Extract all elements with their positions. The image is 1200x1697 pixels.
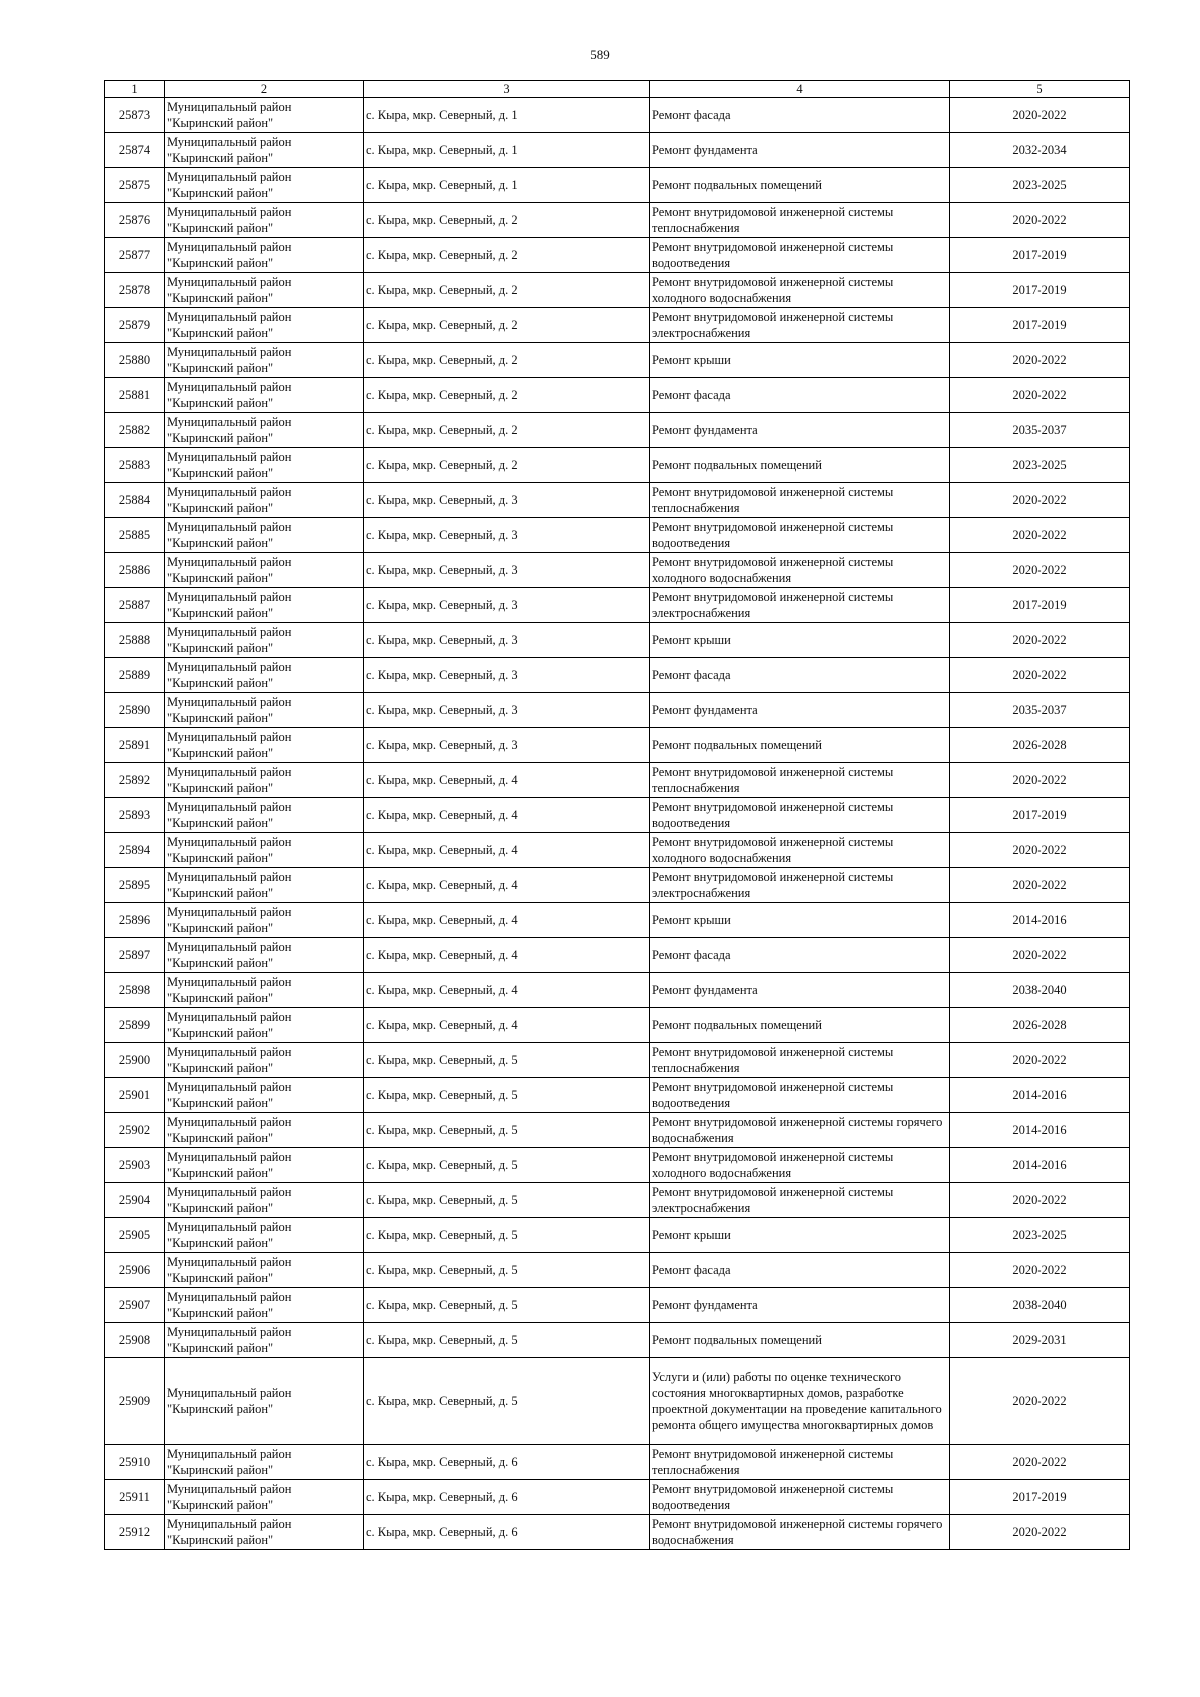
period-cell: 2017-2019 <box>950 1480 1130 1515</box>
table-row <box>105 588 1130 623</box>
address-cell: с. Кыра, мкр. Северный, д. 5 <box>364 1078 650 1113</box>
period-cell: 2035-2037 <box>950 413 1130 448</box>
address-cell: с. Кыра, мкр. Северный, д. 2 <box>364 448 650 483</box>
row-number-cell: 25911 <box>105 1480 165 1515</box>
work-type-cell: Ремонт внутридомовой инженерной системы водоотведения <box>650 798 950 833</box>
work-type-cell: Ремонт фундамента <box>650 693 950 728</box>
municipality-cell: Муниципальный район "Кыринский район" <box>165 1078 364 1113</box>
municipality-cell: Муниципальный район "Кыринский район" <box>165 518 364 553</box>
work-type-cell: Ремонт фасада <box>650 378 950 413</box>
row-number-cell: 25885 <box>105 518 165 553</box>
period-cell: 2020-2022 <box>950 1043 1130 1078</box>
municipality-cell: Муниципальный район "Кыринский район" <box>165 308 364 343</box>
table-row <box>105 728 1130 763</box>
address-cell: с. Кыра, мкр. Северный, д. 2 <box>364 308 650 343</box>
column-header: 2 <box>165 81 364 98</box>
address-cell: с. Кыра, мкр. Северный, д. 6 <box>364 1445 650 1480</box>
table-row <box>105 798 1130 833</box>
municipality-cell: Муниципальный район "Кыринский район" <box>165 798 364 833</box>
table-row <box>105 693 1130 728</box>
municipality-cell: Муниципальный район "Кыринский район" <box>165 763 364 798</box>
address-cell: с. Кыра, мкр. Северный, д. 5 <box>364 1218 650 1253</box>
table-row <box>105 1148 1130 1183</box>
municipality-cell: Муниципальный район "Кыринский район" <box>165 1480 364 1515</box>
municipality-cell: Муниципальный район "Кыринский район" <box>165 483 364 518</box>
row-number-cell: 25904 <box>105 1183 165 1218</box>
municipality-cell: Муниципальный район "Кыринский район" <box>165 238 364 273</box>
row-number-cell: 25876 <box>105 203 165 238</box>
work-type-cell: Ремонт внутридомовой инженерной системы электроснабжения <box>650 308 950 343</box>
address-cell: с. Кыра, мкр. Северный, д. 3 <box>364 553 650 588</box>
address-cell: с. Кыра, мкр. Северный, д. 4 <box>364 798 650 833</box>
table-row <box>105 1078 1130 1113</box>
period-cell: 2020-2022 <box>950 763 1130 798</box>
row-number-cell: 25891 <box>105 728 165 763</box>
work-type-cell: Ремонт подвальных помещений <box>650 1008 950 1043</box>
work-type-cell: Ремонт фасада <box>650 1253 950 1288</box>
row-number-cell: 25890 <box>105 693 165 728</box>
work-type-cell: Ремонт подвальных помещений <box>650 168 950 203</box>
period-cell: 2020-2022 <box>950 623 1130 658</box>
municipality-cell: Муниципальный район "Кыринский район" <box>165 903 364 938</box>
address-cell: с. Кыра, мкр. Северный, д. 4 <box>364 973 650 1008</box>
period-cell: 2014-2016 <box>950 1113 1130 1148</box>
address-cell: с. Кыра, мкр. Северный, д. 1 <box>364 98 650 133</box>
address-cell: с. Кыра, мкр. Северный, д. 2 <box>364 273 650 308</box>
table-row <box>105 203 1130 238</box>
work-type-cell: Ремонт внутридомовой инженерной системы теплоснабжения <box>650 763 950 798</box>
table-row <box>105 1113 1130 1148</box>
work-type-cell: Ремонт внутридомовой инженерной системы водоотведения <box>650 1480 950 1515</box>
address-cell: с. Кыра, мкр. Северный, д. 5 <box>364 1253 650 1288</box>
row-number-cell: 25909 <box>105 1358 165 1445</box>
address-cell: с. Кыра, мкр. Северный, д. 1 <box>364 133 650 168</box>
table-row <box>105 308 1130 343</box>
work-type-cell: Ремонт внутридомовой инженерной системы холодного водоснабжения <box>650 833 950 868</box>
row-number-cell: 25888 <box>105 623 165 658</box>
address-cell: с. Кыра, мкр. Северный, д. 3 <box>364 658 650 693</box>
period-cell: 2014-2016 <box>950 903 1130 938</box>
address-cell: с. Кыра, мкр. Северный, д. 4 <box>364 938 650 973</box>
period-cell: 2020-2022 <box>950 868 1130 903</box>
address-cell: с. Кыра, мкр. Северный, д. 2 <box>364 238 650 273</box>
table-row <box>105 1515 1130 1550</box>
repair-schedule-table <box>104 80 1130 1550</box>
address-cell: с. Кыра, мкр. Северный, д. 6 <box>364 1515 650 1550</box>
work-type-cell: Ремонт подвальных помещений <box>650 728 950 763</box>
period-cell: 2020-2022 <box>950 1358 1130 1445</box>
municipality-cell: Муниципальный район "Кыринский район" <box>165 1323 364 1358</box>
municipality-cell: Муниципальный район "Кыринский район" <box>165 1113 364 1148</box>
municipality-cell: Муниципальный район "Кыринский район" <box>165 1183 364 1218</box>
period-cell: 2020-2022 <box>950 203 1130 238</box>
table-row <box>105 378 1130 413</box>
row-number-cell: 25902 <box>105 1113 165 1148</box>
table-row <box>105 1288 1130 1323</box>
municipality-cell: Муниципальный район "Кыринский район" <box>165 1148 364 1183</box>
table-row <box>105 868 1130 903</box>
work-type-cell: Ремонт крыши <box>650 343 950 378</box>
row-number-cell: 25906 <box>105 1253 165 1288</box>
table-row <box>105 658 1130 693</box>
address-cell: с. Кыра, мкр. Северный, д. 1 <box>364 168 650 203</box>
row-number-cell: 25892 <box>105 763 165 798</box>
work-type-cell: Ремонт внутридомовой инженерной системы холодного водоснабжения <box>650 1148 950 1183</box>
work-type-cell: Ремонт внутридомовой инженерной системы горячего водоснабжения <box>650 1113 950 1148</box>
municipality-cell: Муниципальный район "Кыринский район" <box>165 1358 364 1445</box>
work-type-cell: Ремонт крыши <box>650 1218 950 1253</box>
address-cell: с. Кыра, мкр. Северный, д. 3 <box>364 728 650 763</box>
table-row <box>105 1323 1130 1358</box>
table-row <box>105 833 1130 868</box>
column-header: 5 <box>950 81 1130 98</box>
period-cell: 2017-2019 <box>950 238 1130 273</box>
work-type-cell: Ремонт фундамента <box>650 133 950 168</box>
address-cell: с. Кыра, мкр. Северный, д. 3 <box>364 623 650 658</box>
period-cell: 2017-2019 <box>950 588 1130 623</box>
period-cell: 2014-2016 <box>950 1078 1130 1113</box>
address-cell: с. Кыра, мкр. Северный, д. 4 <box>364 763 650 798</box>
row-number-cell: 25896 <box>105 903 165 938</box>
municipality-cell: Муниципальный район "Кыринский район" <box>165 1515 364 1550</box>
municipality-cell: Муниципальный район "Кыринский район" <box>165 1043 364 1078</box>
municipality-cell: Муниципальный район "Кыринский район" <box>165 413 364 448</box>
address-cell: с. Кыра, мкр. Северный, д. 6 <box>364 1480 650 1515</box>
address-cell: с. Кыра, мкр. Северный, д. 5 <box>364 1113 650 1148</box>
municipality-cell: Муниципальный район "Кыринский район" <box>165 133 364 168</box>
period-cell: 2017-2019 <box>950 273 1130 308</box>
period-cell: 2023-2025 <box>950 168 1130 203</box>
work-type-cell: Ремонт фасада <box>650 98 950 133</box>
address-cell: с. Кыра, мкр. Северный, д. 2 <box>364 343 650 378</box>
table-row <box>105 518 1130 553</box>
row-number-cell: 25900 <box>105 1043 165 1078</box>
page-number: 589 <box>590 47 610 62</box>
work-type-cell: Ремонт внутридомовой инженерной системы теплоснабжения <box>650 1043 950 1078</box>
municipality-cell: Муниципальный район "Кыринский район" <box>165 728 364 763</box>
row-number-cell: 25903 <box>105 1148 165 1183</box>
period-cell: 2023-2025 <box>950 1218 1130 1253</box>
row-number-cell: 25898 <box>105 973 165 1008</box>
period-cell: 2020-2022 <box>950 483 1130 518</box>
address-cell: с. Кыра, мкр. Северный, д. 2 <box>364 413 650 448</box>
municipality-cell: Муниципальный район "Кыринский район" <box>165 1288 364 1323</box>
row-number-cell: 25907 <box>105 1288 165 1323</box>
municipality-cell: Муниципальный район "Кыринский район" <box>165 623 364 658</box>
row-number-cell: 25910 <box>105 1445 165 1480</box>
work-type-cell: Ремонт внутридомовой инженерной системы водоотведения <box>650 238 950 273</box>
period-cell: 2038-2040 <box>950 973 1130 1008</box>
row-number-cell: 25912 <box>105 1515 165 1550</box>
table-row <box>105 413 1130 448</box>
row-number-cell: 25883 <box>105 448 165 483</box>
address-cell: с. Кыра, мкр. Северный, д. 4 <box>364 868 650 903</box>
period-cell: 2029-2031 <box>950 1323 1130 1358</box>
municipality-cell: Муниципальный район "Кыринский район" <box>165 1445 364 1480</box>
table-row <box>105 1183 1130 1218</box>
row-number-cell: 25897 <box>105 938 165 973</box>
table-row <box>105 1480 1130 1515</box>
address-cell: с. Кыра, мкр. Северный, д. 5 <box>364 1288 650 1323</box>
row-number-cell: 25875 <box>105 168 165 203</box>
municipality-cell: Муниципальный район "Кыринский район" <box>165 1008 364 1043</box>
table-row <box>105 133 1130 168</box>
period-cell: 2020-2022 <box>950 518 1130 553</box>
municipality-cell: Муниципальный район "Кыринский район" <box>165 1253 364 1288</box>
municipality-cell: Муниципальный район "Кыринский район" <box>165 973 364 1008</box>
municipality-cell: Муниципальный район "Кыринский район" <box>165 448 364 483</box>
row-number-cell: 25893 <box>105 798 165 833</box>
table-row <box>105 938 1130 973</box>
column-header: 3 <box>364 81 650 98</box>
table-row <box>105 98 1130 133</box>
work-type-cell: Ремонт внутридомовой инженерной системы горячего водоснабжения <box>650 1515 950 1550</box>
municipality-cell: Муниципальный район "Кыринский район" <box>165 553 364 588</box>
work-type-cell: Ремонт подвальных помещений <box>650 1323 950 1358</box>
row-number-cell: 25877 <box>105 238 165 273</box>
period-cell: 2020-2022 <box>950 1183 1130 1218</box>
municipality-cell: Муниципальный район "Кыринский район" <box>165 273 364 308</box>
work-type-cell: Ремонт внутридомовой инженерной системы теплоснабжения <box>650 483 950 518</box>
work-type-cell: Ремонт внутридомовой инженерной системы электроснабжения <box>650 868 950 903</box>
row-number-cell: 25878 <box>105 273 165 308</box>
work-type-cell: Ремонт фундамента <box>650 413 950 448</box>
period-cell: 2038-2040 <box>950 1288 1130 1323</box>
row-number-cell: 25899 <box>105 1008 165 1043</box>
period-cell: 2032-2034 <box>950 133 1130 168</box>
address-cell: с. Кыра, мкр. Северный, д. 4 <box>364 903 650 938</box>
row-number-cell: 25908 <box>105 1323 165 1358</box>
municipality-cell: Муниципальный район "Кыринский район" <box>165 833 364 868</box>
period-cell: 2017-2019 <box>950 308 1130 343</box>
period-cell: 2026-2028 <box>950 1008 1130 1043</box>
address-cell: с. Кыра, мкр. Северный, д. 5 <box>364 1358 650 1445</box>
table-row <box>105 623 1130 658</box>
municipality-cell: Муниципальный район "Кыринский район" <box>165 693 364 728</box>
period-cell: 2020-2022 <box>950 98 1130 133</box>
work-type-cell: Ремонт крыши <box>650 903 950 938</box>
work-type-cell: Услуги и (или) работы по оценке технического состояния многоквартирных домов, разработке проектной документации на проведение капитального ремонта общего имущества многоквартирных домов <box>650 1358 950 1445</box>
work-type-cell: Ремонт внутридомовой инженерной системы электроснабжения <box>650 588 950 623</box>
period-cell: 2020-2022 <box>950 1515 1130 1550</box>
municipality-cell: Муниципальный район "Кыринский район" <box>165 98 364 133</box>
table-row <box>105 973 1130 1008</box>
table-row <box>105 483 1130 518</box>
table-row <box>105 763 1130 798</box>
table-row <box>105 1218 1130 1253</box>
period-cell: 2017-2019 <box>950 798 1130 833</box>
municipality-cell: Муниципальный район "Кыринский район" <box>165 938 364 973</box>
row-number-cell: 25880 <box>105 343 165 378</box>
address-cell: с. Кыра, мкр. Северный, д. 2 <box>364 378 650 413</box>
table-body <box>105 98 1130 1550</box>
period-cell: 2020-2022 <box>950 833 1130 868</box>
row-number-cell: 25884 <box>105 483 165 518</box>
work-type-cell: Ремонт внутридомовой инженерной системы водоотведения <box>650 1078 950 1113</box>
address-cell: с. Кыра, мкр. Северный, д. 4 <box>364 833 650 868</box>
row-number-cell: 25887 <box>105 588 165 623</box>
row-number-cell: 25894 <box>105 833 165 868</box>
address-cell: с. Кыра, мкр. Северный, д. 4 <box>364 1008 650 1043</box>
row-number-cell: 25873 <box>105 98 165 133</box>
period-cell: 2020-2022 <box>950 378 1130 413</box>
work-type-cell: Ремонт подвальных помещений <box>650 448 950 483</box>
work-type-cell: Ремонт внутридомовой инженерной системы теплоснабжения <box>650 1445 950 1480</box>
municipality-cell: Муниципальный район "Кыринский район" <box>165 168 364 203</box>
address-cell: с. Кыра, мкр. Северный, д. 2 <box>364 203 650 238</box>
table-row <box>105 273 1130 308</box>
work-type-cell: Ремонт фасада <box>650 658 950 693</box>
address-cell: с. Кыра, мкр. Северный, д. 5 <box>364 1148 650 1183</box>
work-type-cell: Ремонт внутридомовой инженерной системы электроснабжения <box>650 1183 950 1218</box>
municipality-cell: Муниципальный район "Кыринский район" <box>165 203 364 238</box>
row-number-cell: 25895 <box>105 868 165 903</box>
address-cell: с. Кыра, мкр. Северный, д. 5 <box>364 1043 650 1078</box>
table-row <box>105 903 1130 938</box>
table-header-row <box>105 81 1130 98</box>
period-cell: 2020-2022 <box>950 658 1130 693</box>
work-type-cell: Ремонт фундамента <box>650 973 950 1008</box>
work-type-cell: Ремонт внутридомовой инженерной системы холодного водоснабжения <box>650 553 950 588</box>
period-cell: 2020-2022 <box>950 1253 1130 1288</box>
table-row <box>105 1445 1130 1480</box>
address-cell: с. Кыра, мкр. Северный, д. 3 <box>364 693 650 728</box>
row-number-cell: 25881 <box>105 378 165 413</box>
work-type-cell: Ремонт внутридомовой инженерной системы теплоснабжения <box>650 203 950 238</box>
period-cell: 2020-2022 <box>950 938 1130 973</box>
address-cell: с. Кыра, мкр. Северный, д. 5 <box>364 1183 650 1218</box>
period-cell: 2023-2025 <box>950 448 1130 483</box>
municipality-cell: Муниципальный район "Кыринский район" <box>165 378 364 413</box>
column-header: 1 <box>105 81 165 98</box>
period-cell: 2020-2022 <box>950 1445 1130 1480</box>
row-number-cell: 25879 <box>105 308 165 343</box>
table-row <box>105 1253 1130 1288</box>
row-number-cell: 25882 <box>105 413 165 448</box>
work-type-cell: Ремонт внутридомовой инженерной системы холодного водоснабжения <box>650 273 950 308</box>
municipality-cell: Муниципальный район "Кыринский район" <box>165 588 364 623</box>
period-cell: 2014-2016 <box>950 1148 1130 1183</box>
column-header: 4 <box>650 81 950 98</box>
address-cell: с. Кыра, мкр. Северный, д. 5 <box>364 1323 650 1358</box>
work-type-cell: Ремонт фасада <box>650 938 950 973</box>
municipality-cell: Муниципальный район "Кыринский район" <box>165 343 364 378</box>
table-row <box>105 1358 1130 1445</box>
municipality-cell: Муниципальный район "Кыринский район" <box>165 658 364 693</box>
table-row <box>105 238 1130 273</box>
table-row <box>105 448 1130 483</box>
row-number-cell: 25889 <box>105 658 165 693</box>
work-type-cell: Ремонт внутридомовой инженерной системы водоотведения <box>650 518 950 553</box>
period-cell: 2026-2028 <box>950 728 1130 763</box>
work-type-cell: Ремонт крыши <box>650 623 950 658</box>
table-row <box>105 1008 1130 1043</box>
table-row <box>105 1043 1130 1078</box>
municipality-cell: Муниципальный район "Кыринский район" <box>165 868 364 903</box>
row-number-cell: 25905 <box>105 1218 165 1253</box>
address-cell: с. Кыра, мкр. Северный, д. 3 <box>364 518 650 553</box>
row-number-cell: 25886 <box>105 553 165 588</box>
period-cell: 2020-2022 <box>950 343 1130 378</box>
table-row <box>105 343 1130 378</box>
municipality-cell: Муниципальный район "Кыринский район" <box>165 1218 364 1253</box>
period-cell: 2035-2037 <box>950 693 1130 728</box>
table-row <box>105 168 1130 203</box>
work-type-cell: Ремонт фундамента <box>650 1288 950 1323</box>
address-cell: с. Кыра, мкр. Северный, д. 3 <box>364 588 650 623</box>
table-row <box>105 553 1130 588</box>
row-number-cell: 25901 <box>105 1078 165 1113</box>
address-cell: с. Кыра, мкр. Северный, д. 3 <box>364 483 650 518</box>
row-number-cell: 25874 <box>105 133 165 168</box>
period-cell: 2020-2022 <box>950 553 1130 588</box>
